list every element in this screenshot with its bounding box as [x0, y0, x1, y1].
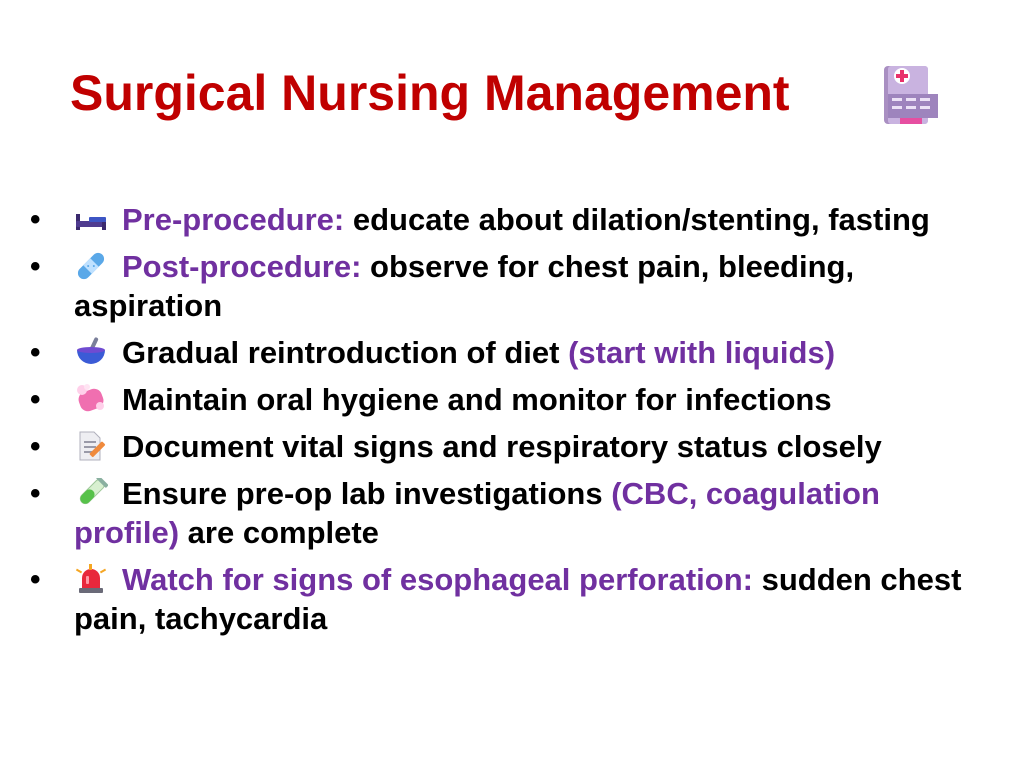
slide-title: Surgical Nursing Management	[70, 65, 790, 121]
list-item	[30, 474, 990, 552]
bullet-list	[30, 200, 990, 646]
bullet-dot: •	[30, 336, 41, 369]
bullet-text: Document vital signs and respiratory status closely	[122, 429, 882, 464]
document-pencil-icon	[74, 431, 108, 461]
list-item	[30, 427, 990, 466]
bullet-dot: •	[30, 250, 41, 283]
bullet-text: educate about dilation/stenting, fasting	[344, 202, 930, 237]
bullet-dot: •	[30, 383, 41, 416]
soap-icon	[74, 384, 108, 414]
bullet-dot: •	[30, 430, 41, 463]
bullet-highlight: Watch for signs of esophageal perforation:	[122, 562, 753, 597]
siren-icon	[74, 564, 108, 594]
bullet-text: Ensure pre-op lab investigations	[122, 476, 612, 511]
list-item	[30, 560, 990, 638]
bullet-dot: •	[30, 477, 41, 510]
list-item	[30, 333, 990, 372]
bullet-dot: •	[30, 563, 41, 596]
bullet-text: Gradual reintroduction of diet	[122, 335, 569, 370]
hospital-icon	[880, 64, 938, 126]
bullet-text: sudden chest pain, tachycardia	[74, 562, 962, 636]
bullet-text: Maintain oral hygiene and monitor for infections	[122, 382, 832, 417]
list-item	[30, 200, 990, 239]
bullet-text: observe for chest pain, bleeding, aspiration	[74, 249, 855, 323]
bullet-text-end: are complete	[179, 515, 379, 550]
bullet-highlight: Pre-procedure:	[122, 202, 345, 237]
bullet-highlight: (start with liquids)	[568, 335, 836, 370]
bullet-dot: •	[30, 203, 41, 236]
list-item	[30, 380, 990, 419]
bowl-icon	[74, 337, 108, 367]
bed-icon	[74, 204, 108, 234]
bandage-icon	[74, 251, 108, 281]
list-item	[30, 247, 990, 325]
bullet-highlight: (CBC, coagulation profile)	[74, 476, 880, 550]
test-tube-icon	[74, 478, 108, 508]
bullet-highlight: Post-procedure:	[122, 249, 362, 284]
